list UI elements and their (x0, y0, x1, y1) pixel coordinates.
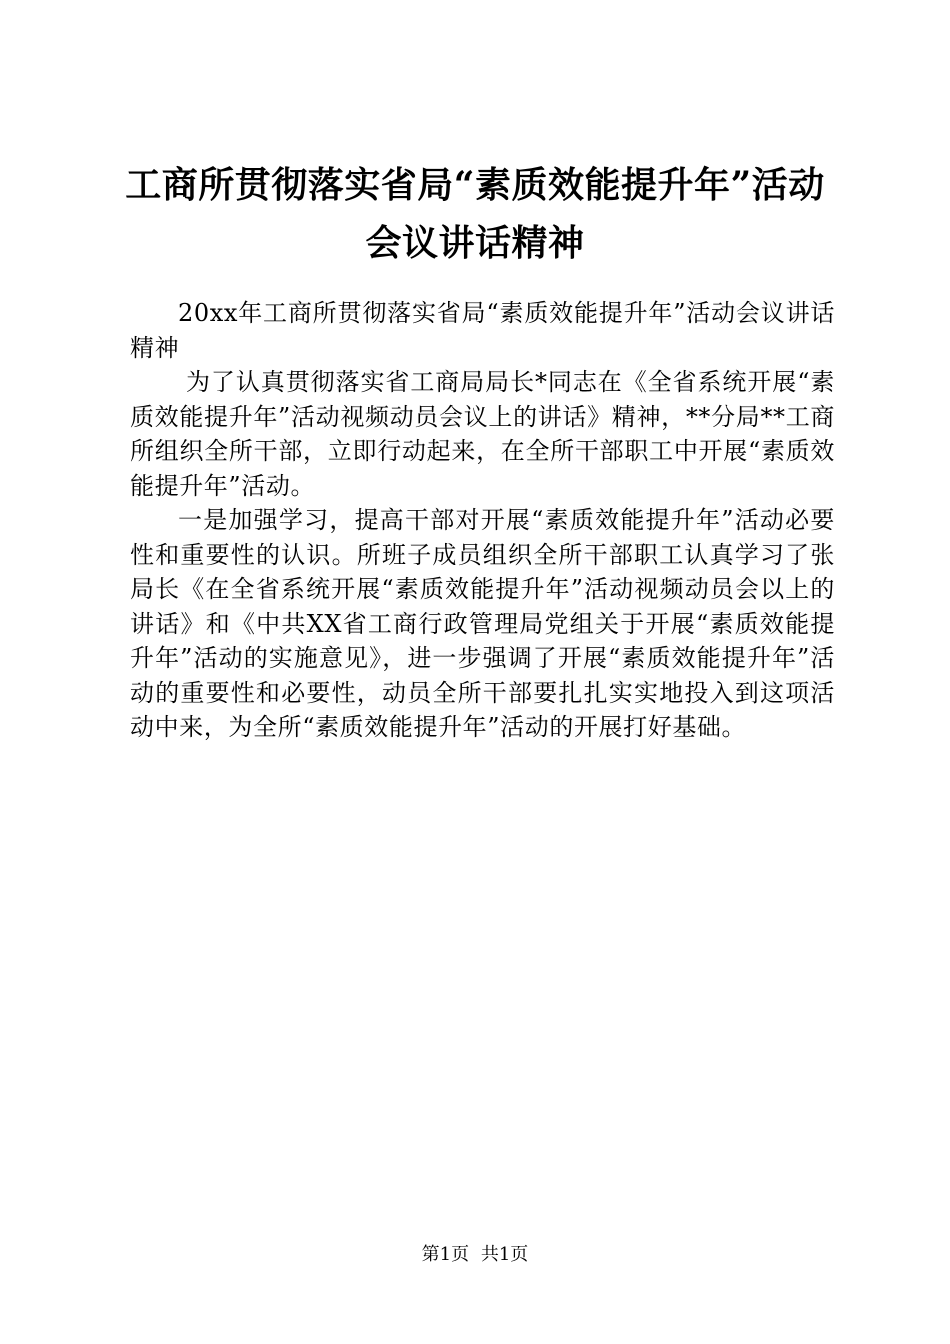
document-title-line-2: 会议讲话精神 (365, 222, 585, 264)
paragraph-study: 一是加强学习，提高干部对开展“素质效能提升年”活动必要性和重要性的认识。所班子成员组织全所干部职工认真学习了张局长《在全省系统开展“素质效能提升年”活动视频动员会以上的讲话》和《中共XX省工商行政管理局党组关于开展“素质效能提升年”活动的实施意见》，进一步强调了开展“素质效能提升年”活动的重要性和必要性，动员全所干部要扎扎实实地投入到这项活动中来，为全所“素质效能提升年”活动的开展打好基础。 (130, 506, 835, 741)
document-body (130, 296, 835, 745)
paragraph-intro: 为了认真贯彻落实省工商局局长*同志在《全省系统开展“素质效能提升年”活动视频动员会议上的讲话》精神，**分局**工商所组织全所干部，立即行动起来，在全所干部职工中开展“素质效能提升年”活动。 (130, 368, 835, 500)
document-title-line-1: 工商所贯彻落实省局“素质效能提升年”活动 (125, 164, 825, 206)
page-count: 共1页 (480, 1244, 529, 1265)
page-number: 第1页 (421, 1244, 470, 1265)
page-footer (0, 1243, 950, 1267)
paragraph-subtitle: 20xx年工商所贯彻落实省局“素质效能提升年”活动会议讲话精神 (130, 299, 835, 362)
